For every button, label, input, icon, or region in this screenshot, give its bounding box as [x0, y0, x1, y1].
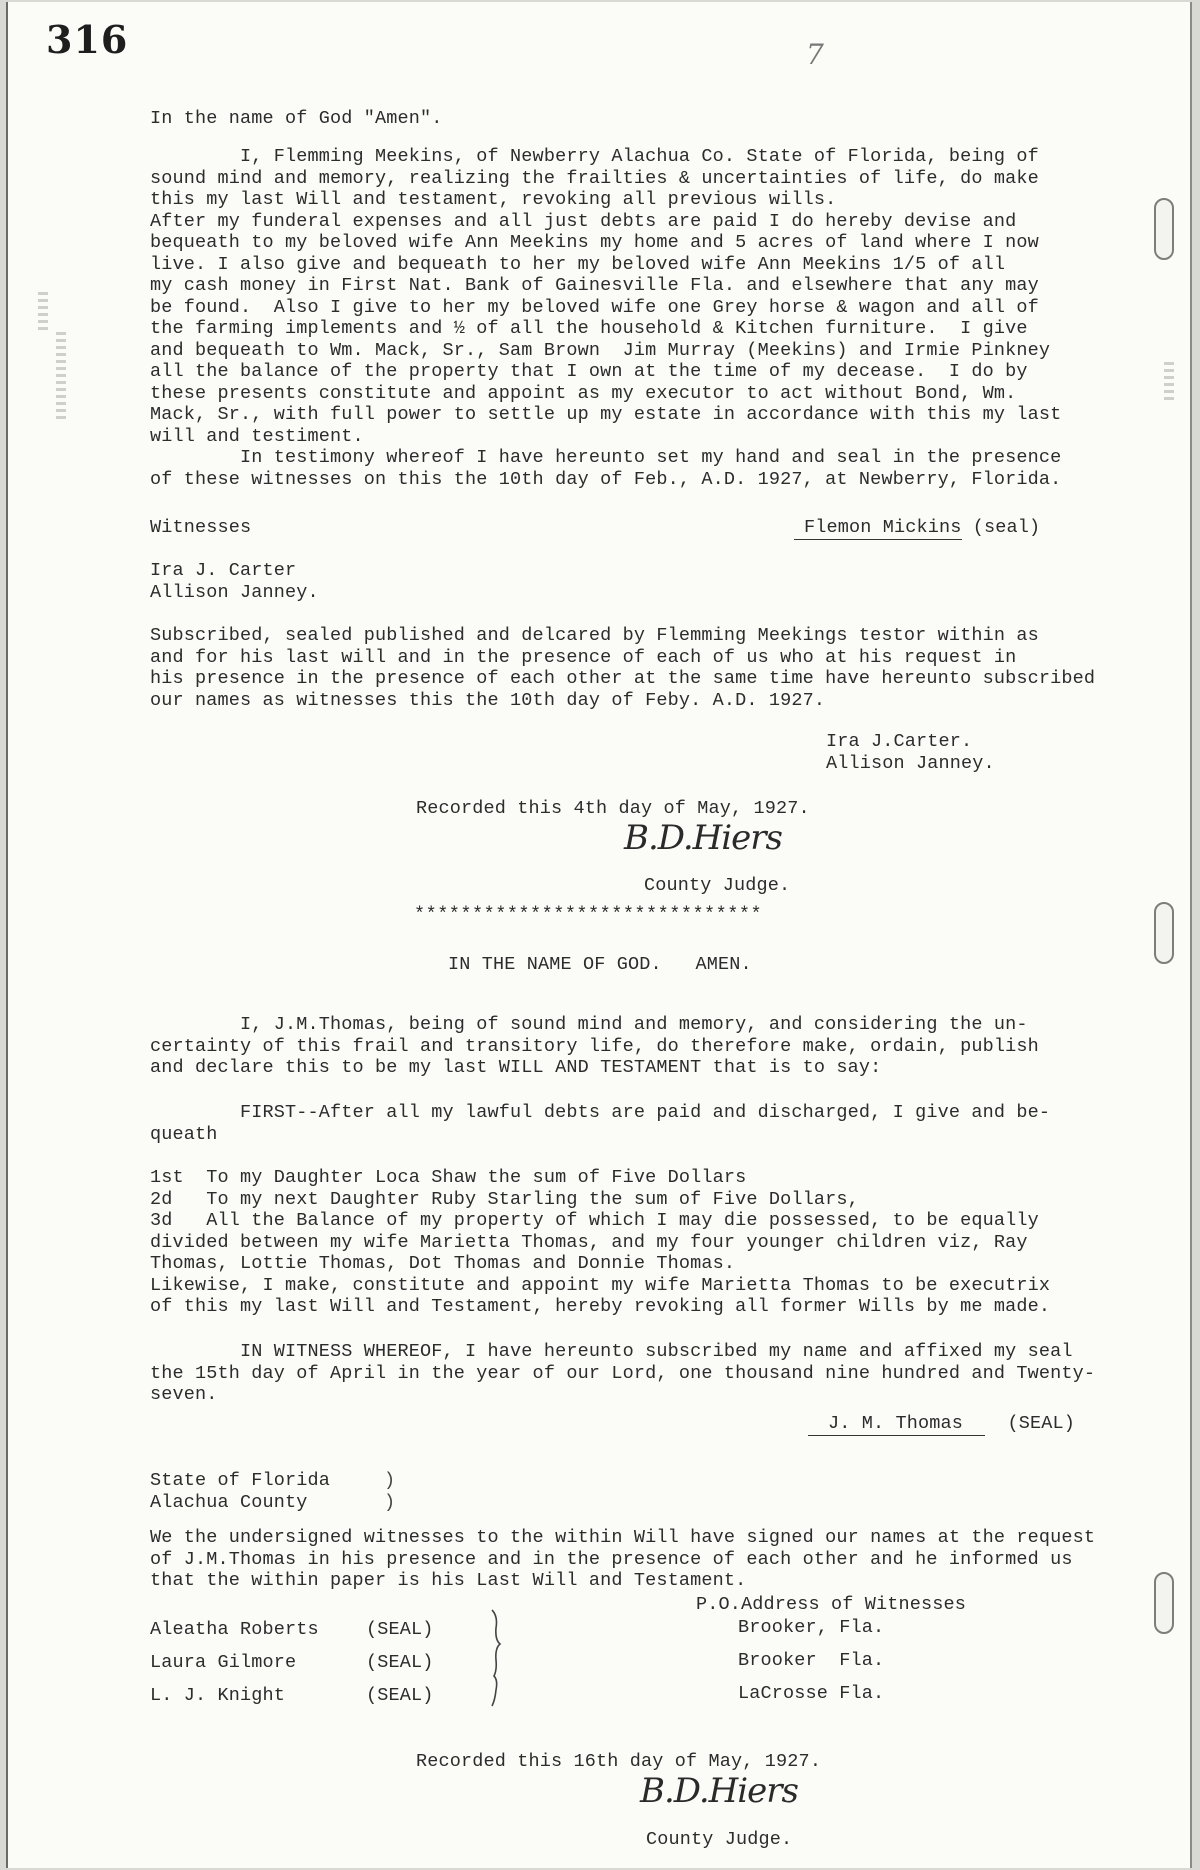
will2-first-line: FIRST--After all my lawful debts are paid and discharged, I give and be- [150, 1102, 1051, 1123]
will1-line: sound mind and memory, realizing the frailties & uncertainties of life, do make [150, 167, 1039, 189]
bequest-line: 1st To my Daughter Loca Shaw the sum of Five Dollars [150, 1167, 747, 1188]
will2-signature-line [808, 1413, 1075, 1435]
witness-row-seal: (SEAL) [366, 1685, 434, 1706]
witness-name: Allison Janney. [150, 582, 319, 603]
will1-line: and bequeath to Wm. Mack, Sr., Sam Brown Jim Murray (Meekins) and Irmie Pinkney [150, 339, 1051, 361]
punch-hole [1154, 902, 1174, 964]
section-separator: ****************************** [414, 904, 763, 925]
witness-row-address: LaCrosse Fla. [738, 1683, 885, 1704]
will1-line: be found. Also I give to her my beloved wife one Grey horse & wagon and all of [150, 296, 1039, 318]
judge-title: County Judge. [646, 1829, 793, 1850]
will1-line: the farming implements and ½ of all the household & Kitchen furniture. I give [150, 318, 1028, 339]
attestation-line: and for his last will and in the presence of each of us who at his request in [150, 646, 1017, 668]
witness-row-seal: (SEAL) [366, 1619, 434, 1640]
recorded-line: Recorded this 4th day of May, 1927. [416, 798, 810, 819]
will1-line: of these witnesses on this the 10th day of Feb., A.D. 1927, at Newberry, Florida. [150, 468, 1062, 490]
will1-line: Mack, Sr., with full power to settle up my estate in accordance with this my last [150, 404, 1062, 425]
witness-row-address: Brooker, Fla. [738, 1617, 885, 1638]
will1-heading: In the name of God "Amen". [150, 108, 443, 129]
judge-signature: B.D.Hiers [624, 818, 782, 858]
will2-first-line: queath [150, 1123, 218, 1145]
will1-line: my cash money in First Nat. Bank of Gainesville Fla. and elsewhere that any may [150, 275, 1039, 296]
witness-row-name: L. J. Knight [150, 1685, 286, 1706]
will1-line: I, Flemming Meekins, of Newberry Alachua Co. State of Florida, being of [150, 146, 1039, 167]
address-header: P.O.Address of Witnesses [696, 1594, 967, 1615]
venue-line: Alachua County [150, 1492, 308, 1513]
venue-line: State of Florida [150, 1470, 331, 1491]
corner-mark: 7 [806, 38, 824, 71]
will2-signature: J. M. Thomas [808, 1413, 985, 1436]
witness-clause-line: seven. [150, 1384, 218, 1405]
will1-line: all the balance of the property that I own at the time of my decease. I do by [150, 361, 1028, 382]
will2-intro-line: certainty of this frail and transitory life, do therefore make, ordain, publish [150, 1035, 1039, 1057]
will2-attestation-line: that the within paper is his Last Will and Testament. [150, 1570, 747, 1591]
page-number: 316 [46, 17, 129, 62]
attestation-line: our names as witnesses this the 10th day of Feby. A.D. 1927. [150, 689, 826, 711]
will1-line: live. I also give and bequeath to her my beloved wife Ann Meekins 1/5 of all [150, 253, 1006, 275]
judge-title: County Judge. [644, 875, 791, 896]
bequest-line: Thomas, Lottie Thomas, Dot Thomas and Donnie Thomas. [150, 1253, 736, 1274]
witness-row-name: Laura Gilmore [150, 1652, 297, 1673]
edge-smudge [56, 332, 66, 422]
testator-signature-line [794, 517, 1040, 539]
will2-heading: IN THE NAME OF GOD. AMEN. [448, 954, 752, 975]
will2-intro-line: I, J.M.Thomas, being of sound mind and memory, and considering the un- [150, 1014, 1028, 1035]
witnesses-label: Witnesses [150, 517, 252, 538]
witness-clause-line: IN WITNESS WHEREOF, I have hereunto subscribed my name and affixed my seal [150, 1341, 1073, 1362]
witness-row-address: Brooker Fla. [738, 1650, 885, 1671]
bequest-line: Likewise, I make, constitute and appoint my wife Marietta Thomas to be executrix [150, 1274, 1051, 1296]
judge-signature: B.D.Hiers [640, 1771, 798, 1811]
venue-paren: ) [384, 1492, 396, 1513]
testator-signature: Flemon Mickins [794, 517, 962, 540]
venue-paren: ) [384, 1470, 396, 1491]
will1-line: After my funderal expenses and all just debts are paid I do hereby devise and [150, 210, 1017, 232]
punch-hole [1154, 1572, 1174, 1634]
punch-hole [1154, 198, 1174, 260]
will1-line: these presents constitute and appoint as my executor to act without Bond, Wm. [150, 382, 1017, 404]
attestation-line: his presence in the presence of each other at the same time have hereunto subscribed [150, 668, 1096, 689]
bequest-line: 2d To my next Daughter Ruby Starling the sum of Five Dollars, [150, 1188, 859, 1210]
testator-seal: (seal) [972, 517, 1041, 538]
will2-attestation-line: We the undersigned witnesses to the within Will have signed our names at the request [150, 1527, 1096, 1548]
bequest-line: of this my last Will and Testament, hereby revoking all former Wills by me made. [150, 1296, 1051, 1317]
attestation-line: Subscribed, sealed published and delcared by Flemming Meekings testor within as [150, 625, 1039, 646]
witness-row-seal: (SEAL) [366, 1652, 434, 1673]
will2-intro-line: and declare this to be my last WILL AND TESTAMENT that is to say: [150, 1057, 882, 1078]
bequest-line: divided between my wife Marietta Thomas, and my four younger children viz, Ray [150, 1231, 1028, 1253]
recorded-line: Recorded this 16th day of May, 1927. [416, 1751, 822, 1772]
witness-row-name: Aleatha Roberts [150, 1619, 319, 1640]
witness-brace [488, 1608, 506, 1708]
document-page [6, 2, 1192, 1868]
will1-line: In testimony whereof I have hereunto set my hand and seal in the presence [150, 447, 1062, 468]
edge-smudge [38, 292, 48, 332]
will1-line: will and testiment. [150, 425, 364, 447]
will1-line: bequeath to my beloved wife Ann Meekins my home and 5 acres of land where I now [150, 232, 1039, 253]
witness-name: Ira J. Carter [150, 560, 297, 581]
edge-smudge [1164, 362, 1174, 402]
will1-line: this my last Will and testament, revoking all previous wills. [150, 189, 837, 210]
attest-signer: Ira J.Carter. [826, 731, 973, 752]
attest-signer: Allison Janney. [826, 753, 995, 774]
bequest-line: 3d All the Balance of my property of which I may die possessed, to be equally [150, 1210, 1039, 1231]
will2-attestation-line: of J.M.Thomas in his presence and in the presence of each other and he informed us [150, 1548, 1073, 1570]
will2-seal: (SEAL) [1007, 1413, 1076, 1434]
witness-clause-line: the 15th day of April in the year of our Lord, one thousand nine hundred and Twenty- [150, 1362, 1096, 1384]
